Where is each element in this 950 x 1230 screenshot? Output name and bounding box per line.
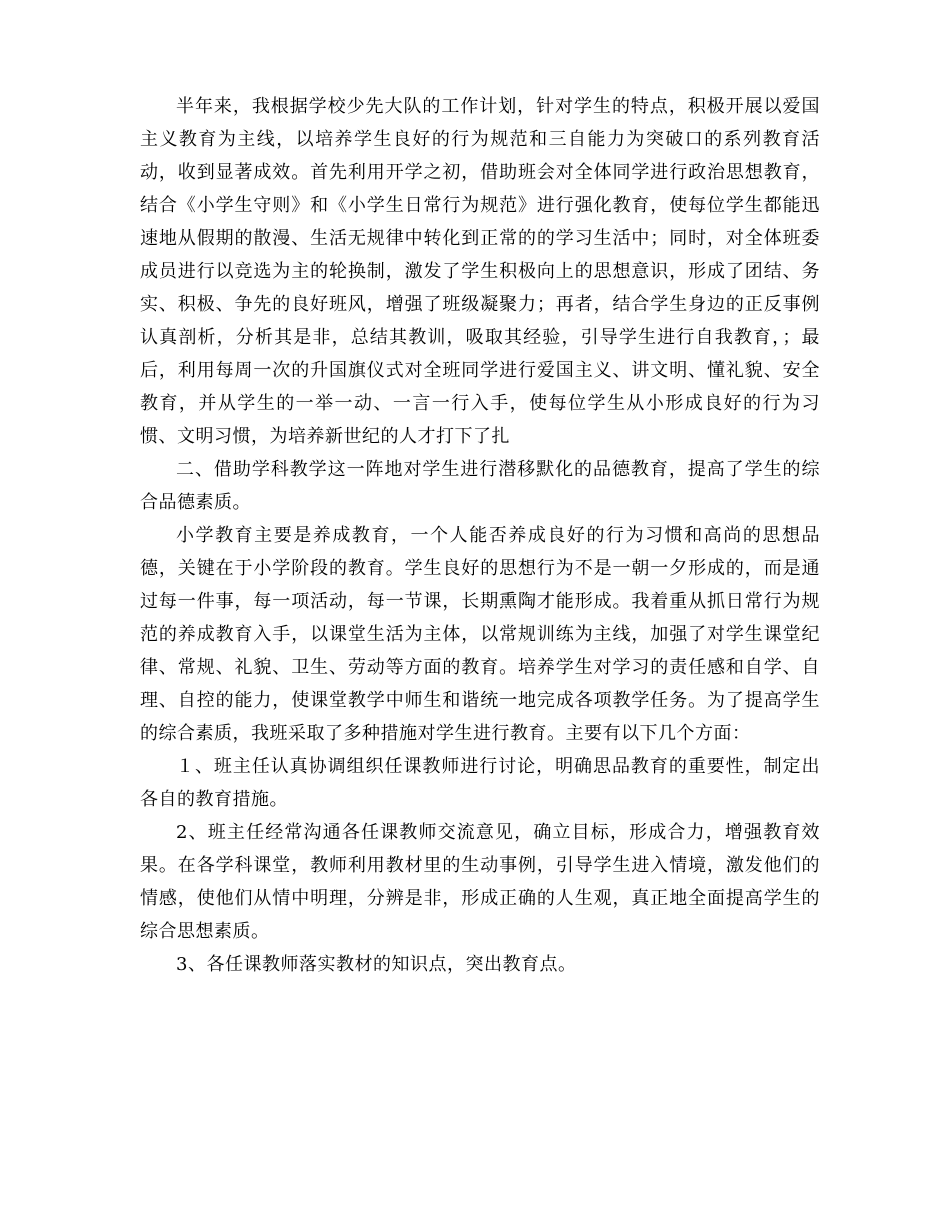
paragraph-habit-education: 小学教育主要是养成教育，一个人能否养成良好的行为习惯和高尚的思想品德，关键在于小学阶段的教育。学生良好的思想行为不是一朝一夕形成的，而是通过每一件事，每一项活动，每一节课，长期熏陶才能形成。我着重从抓日常行为规范的养成教育入手，以课堂生活为主体，以常规训练为主线，加强了对学生课堂纪律、常规、礼貌、卫生、劳动等方面的教育。培养学生对学习的责任感和自学、自理、自控的能力，使课堂教学中师生和谐统一地完成各项教学任务。为了提高学生的综合素质，我班采取了多种措施对学生进行教育。主要有以下几个方面： <box>140 525 820 744</box>
paragraph-measure-1: １、班主任认真协调组织任课教师进行讨论，明确思品教育的重要性，制定出各自的教育措施。 <box>140 756 820 810</box>
paragraph-section-two-heading: 二、借助学科教学这一阵地对学生进行潜移默化的品德教育，提高了学生的综合品德素质。 <box>140 459 820 513</box>
document-body <box>140 90 820 981</box>
paragraph-measure-2: 2、班主任经常沟通各任课教师交流意见，确立目标，形成合力，增强教育效果。在各学科课堂，教师利用教材里的生动事例，引导学生进入情境，激发他们的情感，使他们从情中明理，分辨是非，形成正确的人生观，真正地全面提高学生的综合思想素质。 <box>140 822 820 942</box>
paragraph-intro: 半年来，我根据学校少先大队的工作计划，针对学生的特点，积极开展以爱国主义教育为主线，以培养学生良好的行为规范和三自能力为突破口的系列教育活动，收到显著成效。首先利用开学之初，借助班会对全体同学进行政治思想教育，结合《小学生守则》和《小学生日常行为规范》进行强化教育，使每位学生都能迅速地从假期的散漫、生活无规律中转化到正常的的学习生活中；同时，对全体班委成员进行以竞选为主的轮换制，激发了学生积极向上的思想意识，形成了团结、务实、积极、争先的良好班风，增强了班级凝聚力；再者，结合学生身边的正反事例认真剖析，分析其是非，总结其教训，吸取其经验，引导学生进行自我教育，；最后，利用每周一次的升国旗仪式对全班同学进行爱国主义、讲文明、懂礼貌、安全教育，并从学生的一举一动、一言一行入手，使每位学生从小形成良好的行为习惯、文明习惯，为培养新世纪的人才打下了扎 <box>140 96 820 447</box>
paragraph-measure-3: 3、各任课教师落实教材的知识点，突出教育点。 <box>176 954 577 975</box>
